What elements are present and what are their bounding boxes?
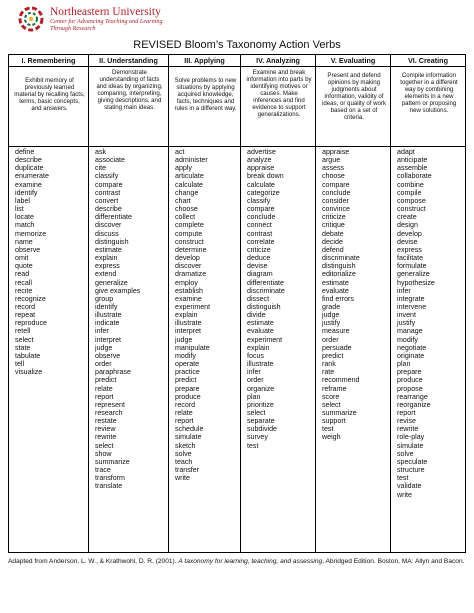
verb-item: establish	[175, 286, 203, 295]
verb-item: dramatize	[175, 270, 207, 279]
verb-item: illustrate	[247, 360, 274, 369]
institution-header	[50, 6, 163, 32]
verb-item: administer	[175, 156, 208, 165]
verb-item: examine	[15, 180, 42, 189]
verb-item: predict	[322, 351, 344, 360]
verb-item: defend	[322, 245, 344, 254]
verb-item: facilitate	[397, 254, 424, 263]
verb-item: tell	[15, 360, 25, 369]
verb-item: prioritize	[247, 400, 274, 409]
verb-item: decide	[322, 237, 343, 246]
verb-item: select	[95, 441, 114, 450]
verb-list	[241, 148, 285, 450]
column-heading: VI. Creating	[391, 55, 465, 67]
column-evaluating	[316, 55, 391, 552]
verb-item: articulate	[175, 172, 204, 181]
verb-item: reorganize	[397, 400, 431, 409]
verb-item: transform	[95, 474, 125, 483]
verb-item: select	[247, 409, 266, 417]
verb-item: test	[247, 441, 259, 450]
verb-item: apply	[175, 164, 192, 173]
verb-item: illustrate	[95, 311, 122, 320]
verb-item: identify	[15, 188, 38, 197]
verb-item: review	[95, 425, 116, 434]
verb-list	[9, 148, 49, 376]
verb-item: visualize	[15, 368, 43, 377]
verb-item: estimate	[247, 319, 274, 328]
verb-item: complete	[175, 221, 204, 230]
verb-item: appraise	[322, 148, 350, 156]
verb-item: discover	[95, 221, 122, 230]
verb-item: define	[15, 148, 35, 156]
row-divider	[241, 146, 315, 147]
verb-item: classify	[95, 172, 119, 181]
verb-item: measure	[322, 327, 350, 336]
verb-item: locate	[15, 213, 34, 222]
verb-item: choose	[322, 172, 345, 181]
verb-item: estimate	[322, 278, 349, 287]
verb-item: schedule	[175, 425, 204, 434]
verb-item: recite	[15, 286, 33, 295]
verb-item: evaluate	[247, 327, 274, 336]
verb-item: test	[322, 425, 334, 434]
verb-item: examine	[175, 294, 202, 303]
center-name-line-1: Center for Advancing Teaching and Learning	[50, 18, 163, 25]
verb-item: weigh	[322, 433, 341, 442]
verb-item: differentiate	[247, 278, 284, 287]
verb-item: construct	[175, 237, 204, 246]
verb-item: formulate	[397, 262, 427, 271]
verb-item: grade	[322, 302, 341, 311]
verb-item: cite	[95, 164, 107, 173]
verb-item: interpret	[175, 327, 202, 336]
verb-item: subdivide	[247, 425, 277, 434]
verb-item: judge	[175, 335, 193, 344]
verb-item: produce	[175, 392, 201, 401]
verb-item: retell	[15, 327, 31, 336]
verb-item: report	[95, 392, 114, 401]
verb-item: duplicate	[15, 164, 44, 173]
verb-item: develop	[397, 229, 422, 238]
verb-item: organize	[247, 384, 275, 393]
verb-item: explain	[95, 254, 118, 263]
verb-list	[316, 148, 360, 442]
verb-item: appraise	[247, 164, 275, 173]
verb-item: interpret	[95, 335, 122, 344]
verb-item: debate	[322, 229, 344, 238]
verb-item: consider	[322, 196, 349, 205]
verb-item: argue	[322, 156, 341, 165]
verb-item: plan	[247, 392, 261, 401]
verb-item: solve	[397, 449, 414, 458]
verb-item: compare	[247, 205, 275, 214]
column-description: Demonstrate understanding of facts and ideas by organizing, comparing, interpreting, giving descriptions, and stating main ideas.	[96, 69, 163, 112]
verb-item: validate	[397, 482, 422, 491]
verb-item: describe	[15, 156, 42, 165]
row-divider	[169, 146, 240, 147]
verb-item: compare	[322, 180, 350, 189]
verb-item: discriminate	[322, 254, 360, 263]
verb-item: contrast	[247, 229, 273, 238]
verb-item: indicate	[95, 319, 120, 328]
verb-item: act	[175, 148, 185, 156]
verb-item: compare	[95, 180, 123, 189]
verb-item: diagram	[247, 270, 273, 279]
verb-item: infer	[95, 327, 109, 336]
verb-item: operate	[175, 360, 200, 369]
page-title: REVISED Bloom’s Taxonomy Action Verbs	[133, 39, 341, 51]
verb-item: intervene	[397, 302, 427, 311]
verb-item: give examples	[95, 286, 141, 295]
verb-item: distinguish	[247, 302, 281, 311]
column-heading: V. Evaluating	[316, 55, 390, 67]
verb-item: justify	[397, 319, 416, 328]
verb-item: create	[397, 213, 417, 222]
verb-item: divide	[247, 311, 266, 320]
verb-item: convert	[95, 196, 119, 205]
verb-item: collaborate	[397, 172, 432, 181]
verb-list	[89, 148, 140, 491]
verb-item: report	[397, 409, 416, 417]
row-divider	[316, 146, 390, 147]
verb-item: predict	[175, 376, 197, 385]
citation-publisher: , Abridged Edition. Boston, MA: Allyn and Bacon.	[322, 558, 465, 565]
verb-item: justify	[322, 319, 341, 328]
verb-item: manage	[397, 327, 423, 336]
verb-item: extend	[95, 270, 117, 279]
verb-item: experiment	[175, 302, 211, 311]
verb-item: prepare	[397, 368, 422, 377]
verb-item: write	[175, 474, 190, 483]
verb-item: compile	[397, 188, 422, 197]
verb-item: repeat	[15, 311, 36, 320]
verb-item: observe	[15, 245, 41, 254]
column-description: Exhibit memory of previously learned material by recalling facts, terms, basic concepts, and answers.	[14, 77, 85, 113]
verb-item: practice	[175, 368, 200, 377]
center-name-line-2: Through Research	[50, 25, 96, 32]
verb-item: test	[397, 474, 409, 483]
verb-list	[169, 148, 210, 482]
verb-item: critique	[322, 221, 345, 230]
verb-item: observe	[95, 351, 121, 360]
verb-item: develop	[175, 254, 200, 263]
verb-item: rate	[322, 368, 335, 377]
verb-item: summarize	[322, 409, 357, 417]
verb-item: experiment	[247, 335, 283, 344]
column-understanding	[89, 55, 169, 552]
verb-item: paraphrase	[95, 368, 131, 377]
verb-item: generalize	[397, 270, 430, 279]
verb-item: devise	[247, 262, 268, 271]
verb-item: distinguish	[322, 262, 356, 271]
verb-item: match	[15, 221, 35, 230]
verb-item: chart	[175, 196, 191, 205]
verb-item: calculate	[175, 180, 203, 189]
institution-name: Northeastern University	[50, 6, 161, 18]
verb-item: label	[15, 196, 30, 205]
verb-item: generalize	[95, 278, 128, 287]
verb-item: anticipate	[397, 156, 428, 165]
verb-item: score	[322, 392, 340, 401]
verb-item: write	[397, 490, 412, 499]
verb-item: criticize	[322, 213, 346, 222]
verb-item: discriminate	[247, 286, 285, 295]
verb-item: propose	[397, 384, 423, 393]
verb-item: distinguish	[95, 237, 129, 246]
verb-item: transfer	[175, 466, 200, 475]
verb-item: identify	[95, 302, 118, 311]
citation-footer	[8, 557, 468, 566]
verb-item: determine	[175, 245, 207, 254]
verb-item: classify	[247, 196, 271, 205]
verb-item: relate	[175, 409, 193, 417]
verb-item: express	[397, 245, 422, 254]
column-remembering	[9, 55, 89, 552]
verb-item: modify	[397, 335, 418, 344]
verb-item: show	[95, 449, 112, 458]
verb-item: group	[95, 294, 114, 303]
row-divider	[9, 146, 88, 147]
verb-item: select	[322, 400, 341, 409]
verb-item: name	[15, 237, 33, 246]
verb-item: select	[15, 335, 34, 344]
verb-item: conclude	[247, 213, 276, 222]
verb-item: produce	[397, 376, 423, 385]
verb-item: modify	[175, 351, 196, 360]
verb-item: survey	[247, 433, 268, 442]
verb-item: estimate	[95, 245, 122, 254]
verb-item: compose	[397, 196, 426, 205]
column-description: Examine and break information into parts by identifying motives or causes. Make inferences and find evidence to support generalizations.	[246, 69, 312, 119]
citation-text: Adapted from Anderson, L. W., & Krathwohl, D. R. (2001).	[8, 558, 179, 565]
verb-item: plan	[397, 360, 411, 369]
verb-list	[391, 148, 435, 499]
verb-item: choose	[175, 205, 198, 214]
verb-item: read	[15, 270, 30, 279]
verb-item: recognize	[15, 294, 46, 303]
verb-item: design	[397, 221, 418, 230]
verb-item: relate	[95, 384, 113, 393]
verb-item: evaluate	[322, 286, 349, 295]
verb-item: express	[95, 262, 120, 271]
verb-item: teach	[175, 457, 193, 466]
verb-item: infer	[397, 286, 411, 295]
verb-item: reproduce	[15, 319, 47, 328]
column-analyzing	[241, 55, 316, 552]
verb-item: adapt	[397, 148, 415, 156]
verb-item: employ	[175, 278, 198, 287]
verb-item: record	[15, 302, 36, 311]
verb-item: persuade	[322, 343, 352, 352]
column-description: Compile information together in a different way by combining elements in a new pattern or proposing new solutions.	[400, 72, 458, 115]
verb-item: criticize	[247, 245, 271, 254]
verb-item: describe	[95, 205, 122, 214]
verb-item: recommend	[322, 376, 360, 385]
verb-item: convince	[322, 205, 350, 214]
verb-item: translate	[95, 482, 123, 491]
verb-item: order	[322, 335, 339, 344]
verb-item: categorize	[247, 188, 280, 197]
column-description: Solve problems to new situations by applying acquired knowledge, facts, techniques and rules in a different way.	[174, 77, 237, 113]
verb-item: devise	[397, 237, 418, 246]
verb-item: associate	[95, 156, 125, 165]
column-description: Present and defend opinions by making judgments about information, validity of ideas, or quality of work based on a set of criteria.	[321, 72, 386, 122]
taxonomy-table	[8, 54, 466, 553]
verb-item: deduce	[247, 254, 271, 263]
verb-item: negotiate	[397, 343, 427, 352]
verb-item: conclude	[322, 188, 351, 197]
verb-item: explain	[175, 311, 198, 320]
row-divider	[89, 146, 168, 147]
citation-book-title: A taxonomy for learning, teaching, and assessing	[178, 558, 323, 565]
verb-item: analyze	[247, 156, 272, 165]
verb-item: predict	[95, 376, 117, 385]
verb-item: differentiate	[95, 213, 132, 222]
verb-item: invent	[397, 311, 416, 320]
verb-item: rank	[322, 360, 336, 369]
verb-item: prepare	[175, 384, 200, 393]
verb-item: correlate	[247, 237, 275, 246]
verb-item: order	[95, 360, 112, 369]
verb-item: sketch	[175, 441, 196, 450]
verb-item: rearrange	[397, 392, 428, 401]
verb-item: reframe	[322, 384, 347, 393]
verb-item: change	[175, 188, 199, 197]
verb-item: explain	[247, 343, 270, 352]
verb-item: trace	[95, 466, 111, 475]
verb-item: dissect	[247, 294, 270, 303]
verb-item: judge	[95, 343, 113, 352]
verb-item: rewrite	[397, 425, 419, 434]
verb-item: role-play	[397, 433, 425, 442]
verb-item: restate	[95, 417, 117, 426]
verb-item: infer	[247, 368, 261, 377]
column-heading: II. Understanding	[89, 55, 168, 67]
verb-item: state	[15, 343, 31, 352]
verb-item: connect	[247, 221, 272, 230]
verb-item: assemble	[397, 164, 428, 173]
verb-item: find errors	[322, 294, 354, 303]
verb-item: support	[322, 417, 346, 426]
verb-item: combine	[397, 180, 424, 189]
verb-item: omit	[15, 254, 29, 263]
verb-item: tabulate	[15, 351, 41, 360]
row-divider	[391, 146, 465, 147]
verb-item: construct	[397, 205, 426, 214]
verb-item: memorize	[15, 229, 47, 238]
verb-item: quote	[15, 262, 33, 271]
verb-item: order	[247, 376, 264, 385]
verb-item: enumerate	[15, 172, 49, 181]
verb-item: solve	[175, 449, 192, 458]
verb-item: recall	[15, 278, 32, 287]
column-heading: I. Remembering	[9, 55, 88, 67]
verb-item: advertise	[247, 148, 276, 156]
verb-item: illustrate	[175, 319, 202, 328]
column-creating	[391, 55, 465, 552]
verb-item: research	[95, 409, 123, 417]
verb-item: integrate	[397, 294, 425, 303]
column-applying	[169, 55, 241, 552]
verb-item: collect	[175, 213, 196, 222]
verb-item: judge	[322, 311, 340, 320]
verb-item: compute	[175, 229, 203, 238]
verb-item: rewrite	[95, 433, 117, 442]
verb-item: discuss	[95, 229, 119, 238]
university-logo-icon	[18, 6, 44, 32]
verb-item: simulate	[175, 433, 202, 442]
verb-item: report	[175, 417, 194, 426]
verb-item: speculate	[397, 457, 428, 466]
verb-item: structure	[397, 466, 425, 475]
verb-item: hypothesize	[397, 278, 435, 287]
column-heading: III. Applying	[169, 55, 240, 67]
verb-item: simulate	[397, 441, 424, 450]
verb-item: break down	[247, 172, 284, 181]
verb-item: focus	[247, 351, 264, 360]
verb-item: manipulate	[175, 343, 210, 352]
verb-item: revise	[397, 417, 416, 426]
verb-item: list	[15, 205, 24, 214]
verb-item: contrast	[95, 188, 121, 197]
verb-item: summarize	[95, 457, 130, 466]
verb-item: discover	[175, 262, 202, 271]
verb-item: ask	[95, 148, 107, 156]
verb-item: calculate	[247, 180, 275, 189]
column-heading: IV. Analyzing	[241, 55, 315, 67]
verb-item: represent	[95, 400, 125, 409]
verb-item: record	[175, 400, 196, 409]
verb-item: editorialize	[322, 270, 356, 279]
verb-item: assess	[322, 164, 345, 173]
verb-item: originate	[397, 351, 425, 360]
verb-item: separate	[247, 417, 275, 426]
